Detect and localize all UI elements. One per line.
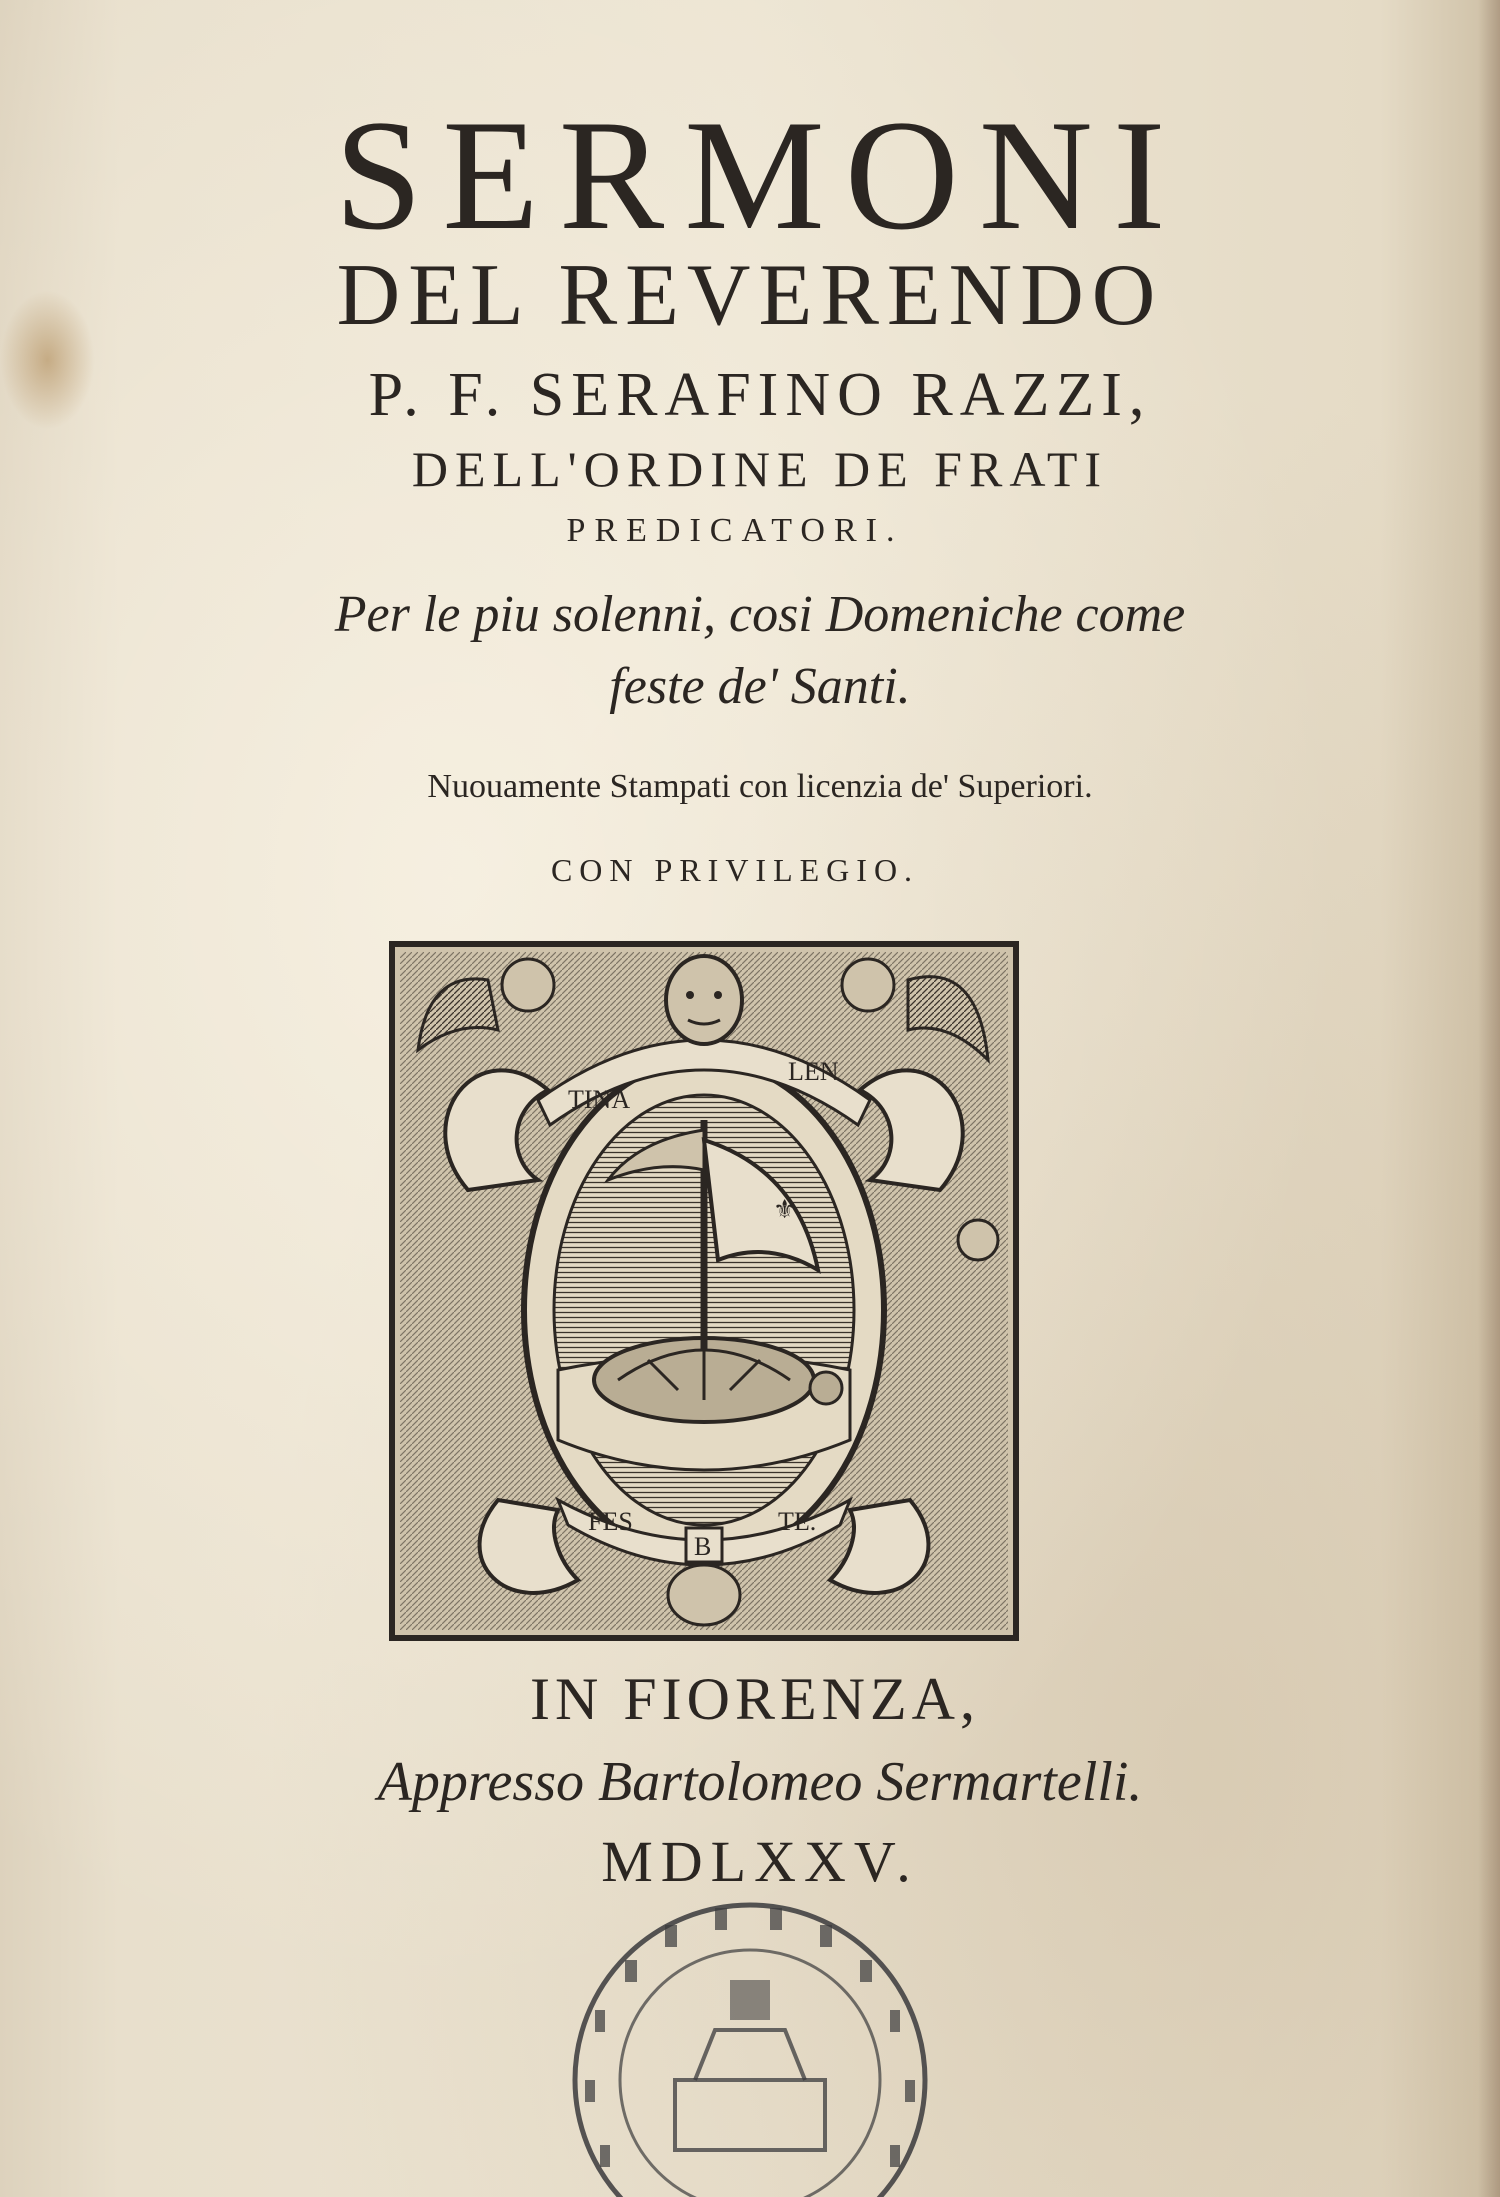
ribbon-text-right: LEN	[788, 1057, 839, 1086]
imprint-city: IN FIORENZA,	[530, 1666, 980, 1732]
book-title: SERMONI	[334, 88, 1186, 263]
order-line-2: PREDICATORI.	[566, 512, 904, 549]
subtitle-line-1: Per le piu solenni, cosi Domeniche come	[334, 586, 1186, 643]
ribbon-text-bottom-left: FES	[588, 1507, 633, 1536]
imprint-printer: Appresso Bartolomeo Sermartelli.	[377, 1751, 1143, 1813]
svg-text:⚜: ⚜	[773, 1195, 797, 1225]
privilege-line: CON PRIVILEGIO.	[550, 852, 920, 888]
library-stamp	[565, 1880, 935, 2197]
license-line: Nuouamente Stampati con licenzia de' Superiori.	[427, 768, 1093, 805]
imprint-year: MDLXXV.	[601, 1829, 919, 1894]
printer-monogram: B	[694, 1532, 712, 1561]
subtitle-line-2: feste de' Santi.	[609, 658, 911, 715]
ribbon-text-bottom-right: TE.	[778, 1507, 817, 1536]
author-line: P. F. SERAFINO RAZZI,	[368, 361, 1152, 429]
ribbon-text-left: TINA	[568, 1085, 631, 1114]
order-line: DELL'ORDINE DE FRATI	[411, 441, 1109, 497]
printers-mark-woodcut	[388, 940, 1020, 1642]
title-line-2: DEL REVERENDO	[336, 247, 1164, 344]
